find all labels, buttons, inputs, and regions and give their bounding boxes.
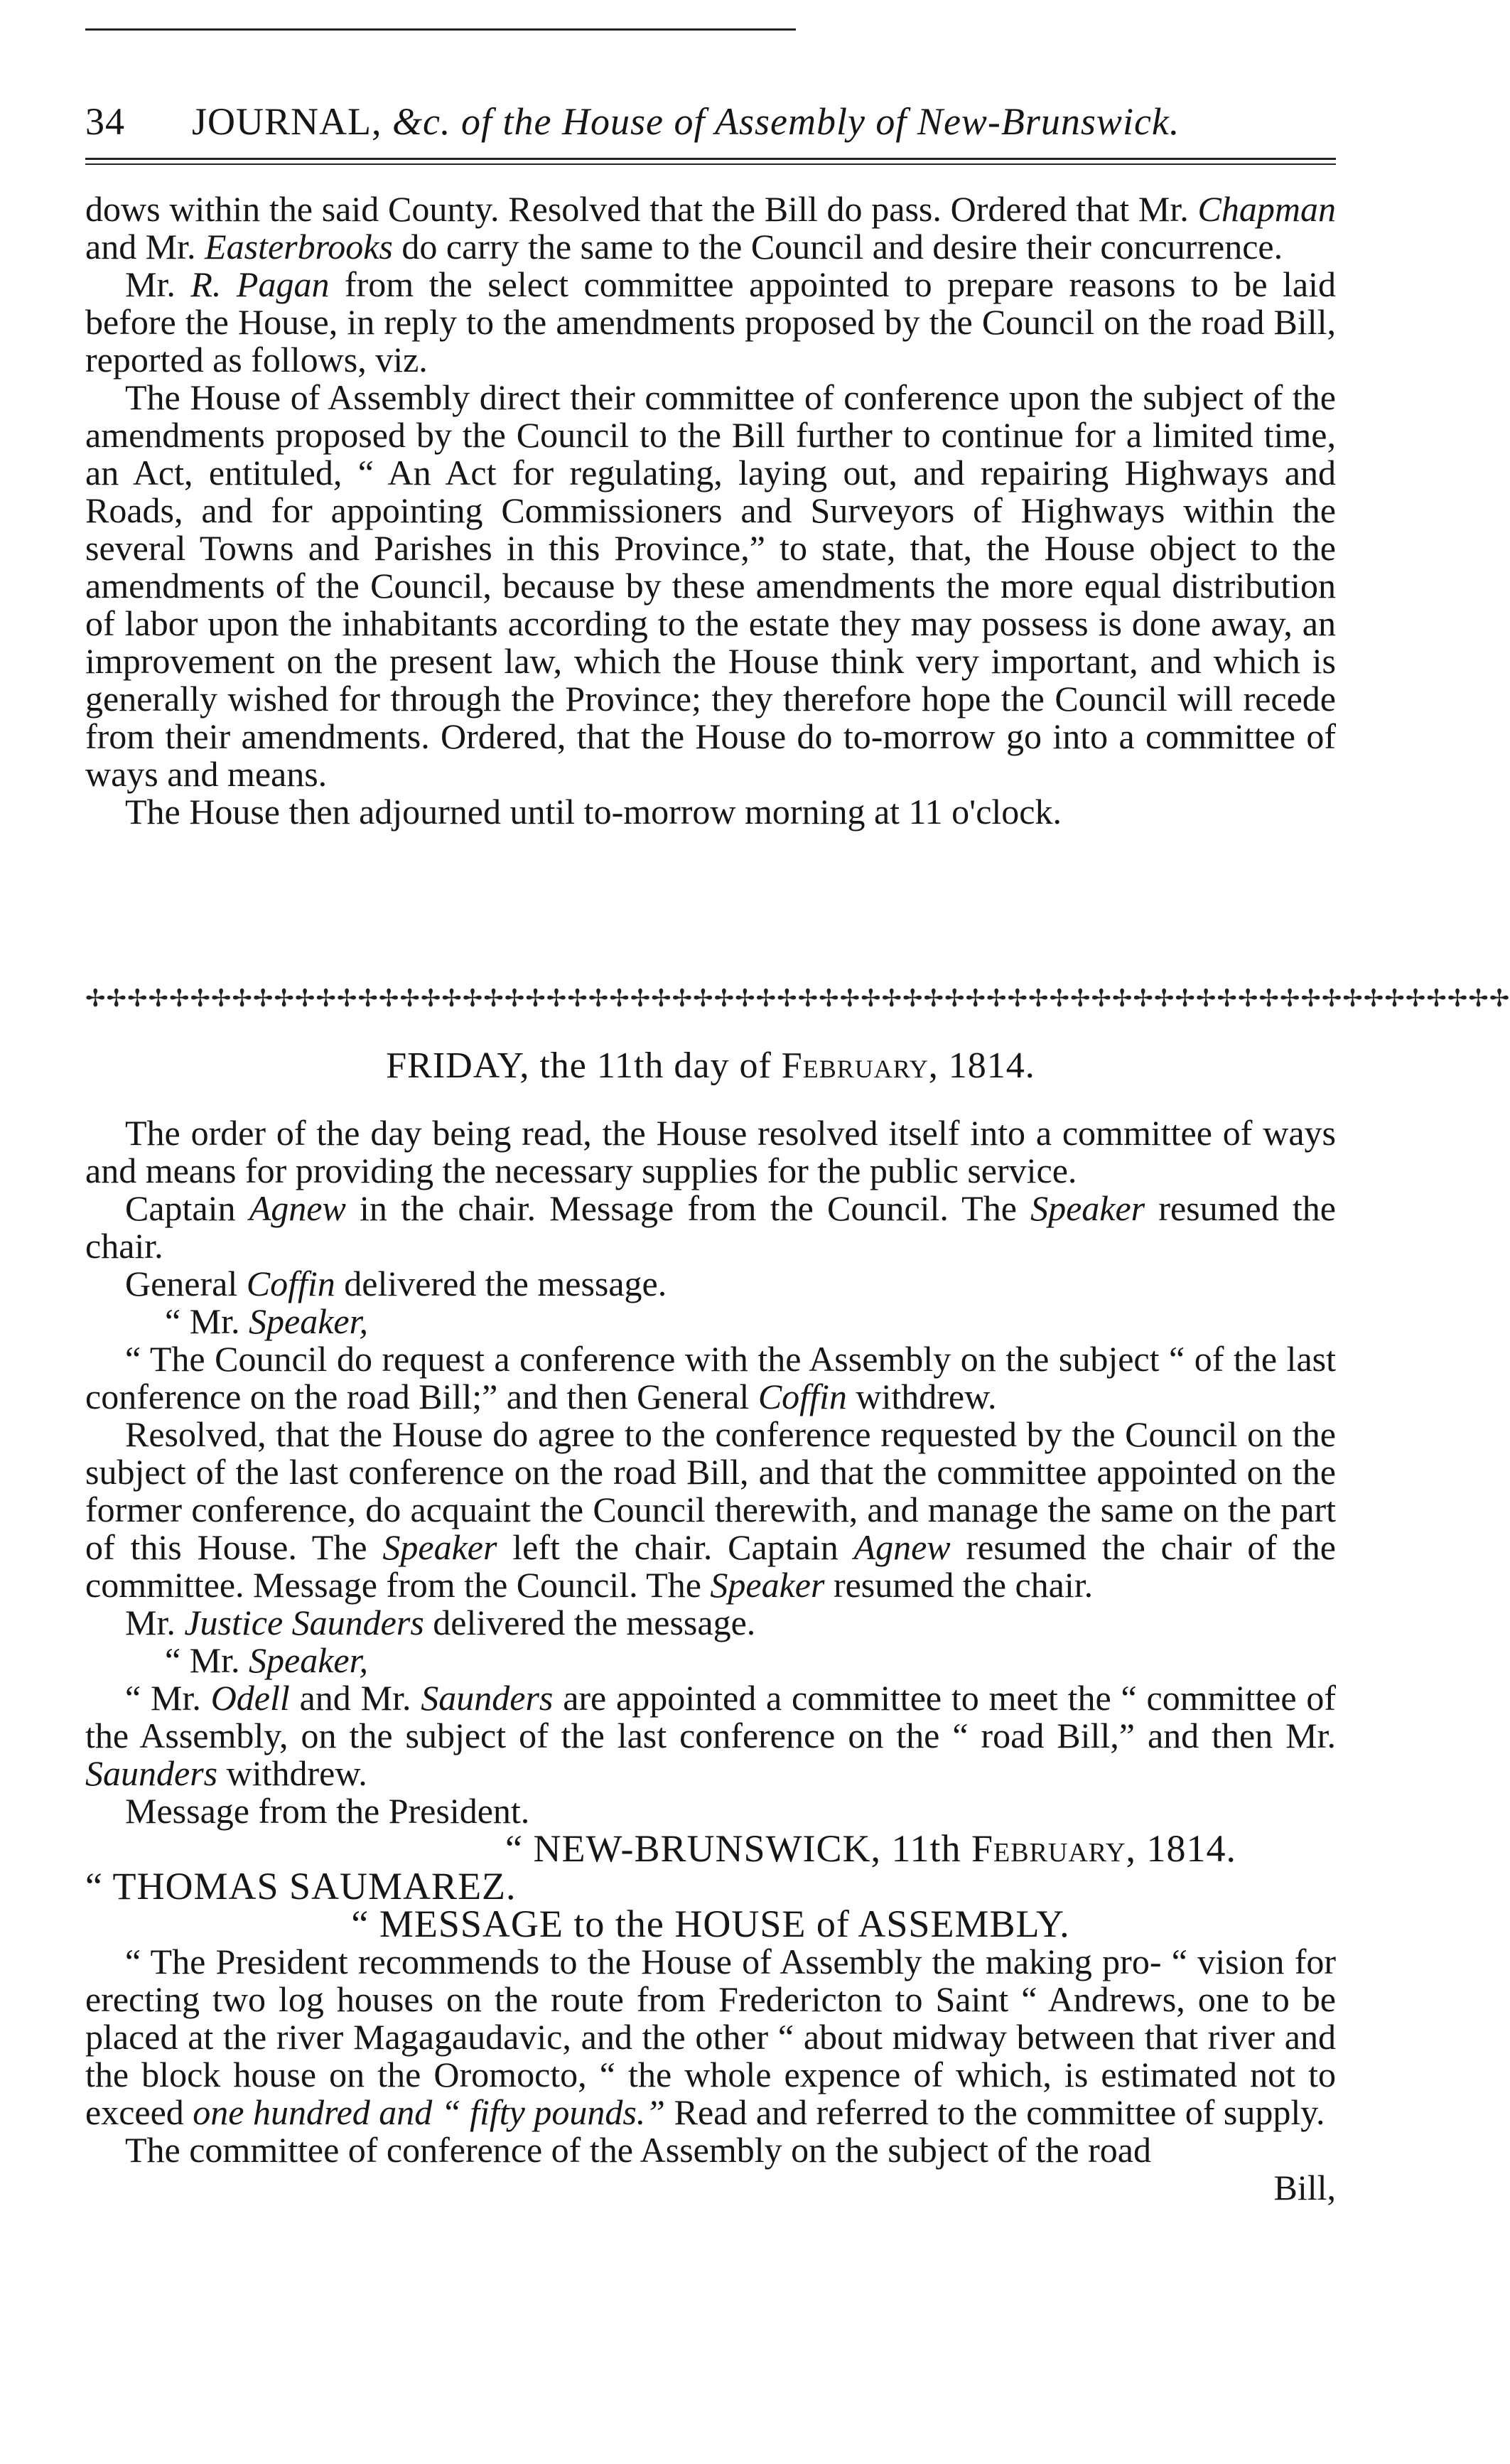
header-rule-upper (85, 158, 1336, 160)
catchword: Bill, (1273, 2168, 1336, 2207)
paragraph-coffin-message (85, 1265, 1336, 1303)
paragraph-bill-pass (85, 190, 1336, 266)
member-name: Saunders (421, 1678, 554, 1718)
speaker-title: Speaker, (249, 1301, 369, 1341)
header-rule-lower (85, 163, 1336, 165)
member-name: Agnew (249, 1188, 346, 1228)
paragraph-text: dows within the said County. Resolved that the Bill do pass. Ordered that Mr. (85, 189, 1198, 229)
top-short-rule (85, 28, 796, 31)
paragraph-saunders-message (85, 1604, 1336, 1642)
paragraph-text: and Mr. (85, 227, 205, 267)
salutation-speaker-2 (85, 1642, 1336, 1679)
dateline-month: February (971, 1827, 1126, 1870)
member-name: Justice Saunders (184, 1603, 424, 1642)
paragraph-text: resumed the chair. (824, 1565, 1094, 1605)
paragraph-text: withdrew. (217, 1753, 367, 1793)
paragraph-text: are appointed a committee to meet the “ committee of the Assembly, on the subject of the last conference on the “ road Bill,” and then Mr. (85, 1678, 1337, 1755)
paragraph-resolved-conference (85, 1416, 1336, 1604)
paragraph-log-houses (85, 1943, 1336, 2131)
wednesday-proceedings (85, 190, 1336, 831)
running-title-main: JOURNAL, (192, 100, 382, 143)
paragraph-president-message: Message from the President. (125, 1791, 530, 1831)
paragraph-text: Read and referred to the committee of supply. (665, 2092, 1325, 2132)
running-header (85, 91, 1336, 148)
dateline-text: “ NEW-BRUNSWICK, 11th (505, 1827, 971, 1870)
day-heading-year: , 1814. (928, 1045, 1035, 1086)
paragraph-text: and Mr. (289, 1678, 421, 1718)
paragraph-committee-conference: The committee of conference of the Assembly on the subject of the road (125, 2130, 1151, 2170)
paragraph-text: delivered the message. (335, 1264, 667, 1303)
paragraph-order-of-day: The order of the day being read, the House resolved itself into a committee of ways and means for providing the necessary supplies for the public service. (85, 1113, 1336, 1190)
president-name: “ THOMAS SAUMAREZ. (85, 1865, 517, 1908)
friday-proceedings (85, 1114, 1336, 2207)
member-name: Chapman (1197, 189, 1336, 229)
member-name: Coffin (757, 1377, 847, 1416)
day-heading-month: February (781, 1045, 929, 1086)
paragraph-text: Resolved, that the House do agree to the conference requested by the Council on the subject of the last conference on the road Bill, and that the committee appointed on the former conference, do acquaint the Council therewith, and manage the same on the part of this House. The (85, 1414, 1336, 1567)
running-title (192, 99, 1180, 144)
paragraph-text: “ Mr. (165, 1301, 249, 1341)
salutation-speaker (85, 1303, 1336, 1340)
member-name: Odell (210, 1678, 290, 1718)
speaker-title: Speaker, (249, 1640, 369, 1680)
speaker-title: Speaker (710, 1565, 825, 1605)
ornamental-divider: ✢✢✢✢✢✢✢✢✢✢✢✢✢✢✢✢✢✢✢✢✢✢✢✢✢✢✢✢✢✢✢✢✢✢✢✢✢✢✢✢✢✢✢✢✢✢✢✢✢✢✢✢✢✢✢✢✢✢✢✢✢✢✢✢✢✢✢✢ (85, 986, 1510, 1012)
paragraph-text: resumed the chair of the committee. Message from the Council. The (85, 1527, 1336, 1605)
paragraph-text: withdrew. (846, 1377, 997, 1416)
paragraph-text: “ The Council do request a conference with the Assembly on the subject “ of the last conference on the road Bill;” and then General (85, 1339, 1336, 1416)
speaker-title: Speaker (1030, 1188, 1145, 1228)
dateline-year: , 1814. (1126, 1827, 1236, 1870)
speaker-title: Speaker (382, 1527, 497, 1567)
paragraph-committee-appointed (85, 1679, 1336, 1792)
paragraph-council-request (85, 1340, 1336, 1416)
paragraph-adjourned: The House then adjourned until to-morrow morning at 11 o'clock. (125, 792, 1062, 832)
paragraph-select-committee (85, 266, 1336, 379)
member-name: Saunders (85, 1753, 218, 1793)
paragraph-text: Mr. (125, 264, 191, 304)
paragraph-text: left the chair. Captain (497, 1527, 854, 1567)
running-title-italic: &c. of the House of Assembly of New-Brunswick. (392, 100, 1180, 143)
paragraph-text: “ Mr. (165, 1640, 249, 1680)
member-name: Agnew (853, 1527, 951, 1567)
day-heading-text: FRIDAY, the 11th day of (386, 1045, 782, 1086)
paragraph-text: resumed the chair. (85, 1188, 1336, 1266)
paragraph-text: delivered the message. (424, 1603, 756, 1642)
paragraph-text: Mr. (125, 1603, 185, 1642)
paragraph-text: in the chair. Message from the Council. The (345, 1188, 1031, 1228)
amount-text: one hundred and “ fifty pounds.” (193, 2092, 666, 2132)
message-heading: “ MESSAGE to the HOUSE of ASSEMBLY. (351, 1903, 1070, 1945)
page-number: 34 (85, 100, 125, 143)
paragraph-text: from the select committee appointed to prepare reasons to be laid before the House, in reply to the amendments proposed by the Council on the road Bill, reported as follows, viz. (85, 264, 1337, 380)
paragraph-reasons: The House of Assembly direct their committee of conference upon the subject of the amendments proposed by the Council to the Bill further to continue for a limited time, an Act, entituled, “ An Act for regulating, laying out, and repairing Highways and Roads, and for appointing Commissioners and Surveyors of Highways within the several Towns and Parishes in this Province,” to state, that, the House object to the amendments of the Council, because by these amendments the more equal distribution of labor upon the inhabitants according to the estate they may possess is done away, an improvement on the present law, which the House think very important, and which is generally wished for through the Province; they therefore hope the Council will recede from their amendments. Ordered, that the House do to-morrow go into a committee of ways and means. (85, 377, 1336, 794)
paragraph-agnew-chair (85, 1190, 1336, 1265)
paragraph-text: General (125, 1264, 247, 1303)
dateline (85, 1827, 1336, 1870)
paragraph-text: Captain (125, 1188, 249, 1228)
day-heading (85, 1045, 1336, 1087)
paragraph-text: “ The President recommends to the House of Assembly the making pro- “ vision for erecting two log houses on the route from Fredericton to Saint “ Andrews, one to be placed at the river Magagaudavic, and the other “ about midway between that river and the block house on the Oromocto, “ the whole expence of which, is estimated not to exceed (85, 1942, 1336, 2132)
paragraph-text: do carry the same to the Council and desire their concurrence. (392, 227, 1283, 267)
paragraph-text: “ Mr. (125, 1678, 211, 1718)
member-name: R. Pagan (190, 264, 330, 304)
member-name: Coffin (246, 1264, 335, 1303)
member-name: Easterbrooks (205, 227, 393, 267)
